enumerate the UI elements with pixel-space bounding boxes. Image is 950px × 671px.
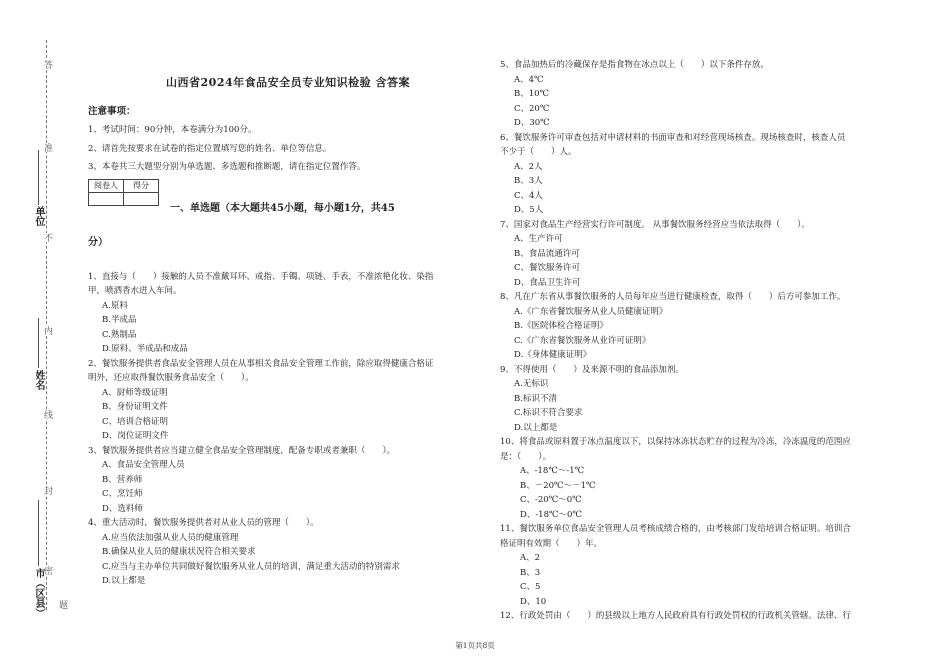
answer-option[interactable]: C、餐饮服务许可	[514, 263, 581, 273]
answer-option[interactable]: D.原料、半成品和成品	[102, 344, 188, 354]
question-stem: 12、行政处罚由（ ）的县级以上地方人民政府具有行政处罚权的行政机关管辖。法律、行	[500, 611, 851, 621]
question-block	[88, 270, 488, 357]
answer-option[interactable]: C.应当与主办单位共同做好餐饮服务从业人员的培训，满足重大活动的特别需求	[102, 561, 400, 572]
question-stem: 6、餐饮服务许可审查包括对申请材料的书面审查和对经营现场核查。现场核查时，核查人员	[500, 132, 846, 143]
answer-option[interactable]: C、4人	[514, 190, 543, 201]
answer-option[interactable]: D.以上都是	[514, 422, 558, 433]
margin-mark-mi: 密	[42, 566, 52, 575]
question-stem: 格证明有效期（ ）年。	[500, 538, 603, 549]
answer-option[interactable]: B、营养师	[102, 474, 143, 485]
question-stem: 10、将食品或原料置于冰点温度以下，以保持冰冻状态贮存的过程为冷冻，冷冻温度的范围应	[500, 437, 851, 447]
unit-label: 单位	[33, 206, 44, 226]
dashed-cut-line	[46, 40, 47, 610]
district-fill-line[interactable]	[38, 500, 39, 566]
right-column	[500, 58, 905, 624]
answer-option[interactable]: D、岗位证明文件	[102, 431, 169, 441]
question-block	[500, 363, 905, 436]
notice-item: 2、请首先按要求在试卷的指定位置填写您的姓名、单位等信息。	[88, 143, 332, 154]
answer-option[interactable]: C.熟制品	[102, 329, 137, 340]
answer-option[interactable]: A、2	[520, 553, 541, 563]
question-stem: 3、餐饮服务提供者应当建立健全食品安全管理制度，配备专职或者兼职（ ）。	[88, 445, 396, 456]
question-stem: 9、不得使用（ ）及来源不明的食品添加剂。	[500, 364, 684, 375]
section-title-continued: 分）	[88, 236, 108, 248]
question-stem: 1、直接与（ ）接触的人员不准戴耳环、戒指、手镯、项链、手表，不准浓艳化妆、染指	[88, 271, 434, 282]
answer-option[interactable]: B.标识不清	[514, 393, 557, 404]
answer-option[interactable]: D、-18℃～0℃	[520, 509, 582, 520]
notice-item: 1、考试时间：90分钟，本卷满分为100分。	[88, 125, 257, 135]
answer-option[interactable]: D.《身体健康证明》	[514, 350, 592, 360]
left-column	[88, 70, 488, 589]
notice-item: 3、本卷共三大题型分别为单选题、多选题和推断题，请在指定位置作答。	[88, 162, 366, 172]
question-stem: 7、国家对食品生产经营实行许可制度。 从事餐饮服务经营应当依法取得（ ）。	[500, 219, 810, 230]
answer-option[interactable]: B、－20℃～－1℃	[520, 480, 596, 491]
margin-mark-zhun: 准	[42, 143, 52, 152]
margin-mark-nei: 内	[42, 326, 52, 335]
answer-option[interactable]: D.以上都是	[102, 576, 146, 586]
page-title: 山西省2024年食品安全员专业知识检验 含答案	[166, 76, 410, 89]
question-block	[500, 522, 905, 609]
answer-option[interactable]: A.应当依法加强从业人员的健康管理	[102, 532, 239, 543]
question-block	[500, 131, 905, 218]
name-label: 姓名	[33, 370, 44, 390]
answer-option[interactable]: C.《广东省餐饮服务从业许可证明》	[514, 335, 651, 346]
margin-mark-da: 答	[42, 60, 52, 69]
margin-mark-bu: 不	[42, 233, 52, 242]
margin-mark-feng: 封	[42, 486, 52, 495]
answer-option[interactable]: B、10℃	[514, 89, 550, 99]
answer-option[interactable]: D、5人	[514, 205, 544, 215]
answer-option[interactable]: B、3人	[514, 176, 543, 186]
question-stem: 8、凡在广东省从事餐饮服务的人员每年应当进行健康检查，取得（ ）后方可参加工作。	[500, 292, 846, 302]
question-block	[500, 290, 905, 363]
question-stem: 不少于（ ）人。	[500, 147, 577, 157]
question-stem: 明外，还应取得餐饮服务食品安全（ ）。	[88, 373, 254, 383]
answer-option[interactable]: D、10	[520, 596, 547, 607]
answer-option[interactable]: C、-20℃～0℃	[520, 495, 582, 505]
question-stem: 是：（ ）。	[500, 451, 552, 462]
answer-option[interactable]: C.标识不符合要求	[514, 408, 583, 418]
answer-option[interactable]: B、食品流通许可	[514, 248, 580, 259]
answer-option[interactable]: B.半成品	[102, 315, 137, 325]
answer-option[interactable]: C、烹饪师	[102, 489, 143, 499]
answer-option[interactable]: C、培训合格证明	[102, 416, 169, 427]
answer-option[interactable]: B.《医院体检合格证明》	[514, 321, 608, 331]
question-block	[500, 435, 905, 522]
margin-mark-xian: 线	[42, 410, 52, 419]
answer-option[interactable]: A、食品安全管理人员	[102, 460, 185, 470]
question-block	[500, 218, 905, 291]
question-block	[88, 357, 488, 444]
unit-fill-line[interactable]	[38, 150, 39, 205]
answer-option[interactable]: A.原料	[102, 300, 128, 311]
question-list-right	[500, 58, 905, 624]
answer-option[interactable]: C、5	[520, 582, 541, 592]
answer-option[interactable]: D、选料师	[102, 503, 143, 514]
question-list-left	[88, 270, 488, 589]
question-block	[88, 516, 488, 589]
question-stem: 11、餐饮服务单位食品安全管理人员考核成绩合格的，由考核部门发给培训合格证明。培训合	[500, 524, 851, 534]
answer-option[interactable]: A、厨师等级证明	[102, 387, 168, 398]
answer-option[interactable]: A.无标识	[514, 379, 549, 389]
binding-margin	[0, 0, 75, 671]
answer-option[interactable]: D、食品卫生许可	[514, 277, 581, 288]
answer-option[interactable]: A、-18℃～-1℃	[520, 466, 585, 476]
page-footer: 第1页共8页	[455, 641, 495, 650]
score-table-score-header: 得分	[124, 179, 159, 192]
notice-heading: 注意事项：	[88, 105, 136, 117]
answer-option[interactable]: A、生产许可	[514, 234, 563, 244]
answer-option[interactable]: B.确保从业人员的健康状况符合相关要求	[102, 547, 256, 557]
answer-option[interactable]: C、20℃	[514, 103, 550, 114]
answer-option[interactable]: A.《广东省餐饮服务从业人员健康证明》	[514, 306, 668, 317]
question-block	[88, 444, 488, 517]
question-stem: 4、重大活动时，餐饮服务提供者对从业人员的管理（ ）。	[88, 518, 319, 528]
question-stem: 甲，喷洒香水进入车间。	[88, 286, 182, 296]
score-table-grader-header: 阅卷人	[89, 179, 124, 192]
district-label: 市（区县）	[33, 568, 44, 618]
margin-mark-ti: 题	[57, 600, 67, 609]
name-fill-line[interactable]	[38, 318, 39, 368]
question-block	[500, 58, 905, 131]
answer-option[interactable]: A、4℃	[514, 74, 544, 85]
answer-option[interactable]: D、30℃	[514, 118, 550, 128]
section-title: 一、单选题（本大题共45小题，每小题1分，共45	[170, 202, 395, 214]
question-stem: 2、餐饮服务提供者食品安全管理人员在从事相关食品安全管理工作前，除应取得健康合格证	[88, 358, 434, 369]
question-stem: 5、食品加热后的冷藏保存是指食物在冰点以上（ ）以下条件存放。	[500, 60, 769, 70]
answer-option[interactable]: B、身份证明文件	[102, 402, 168, 412]
answer-option[interactable]: A、2人	[514, 161, 543, 172]
question-block	[500, 609, 905, 624]
answer-option[interactable]: B、3	[520, 567, 541, 578]
